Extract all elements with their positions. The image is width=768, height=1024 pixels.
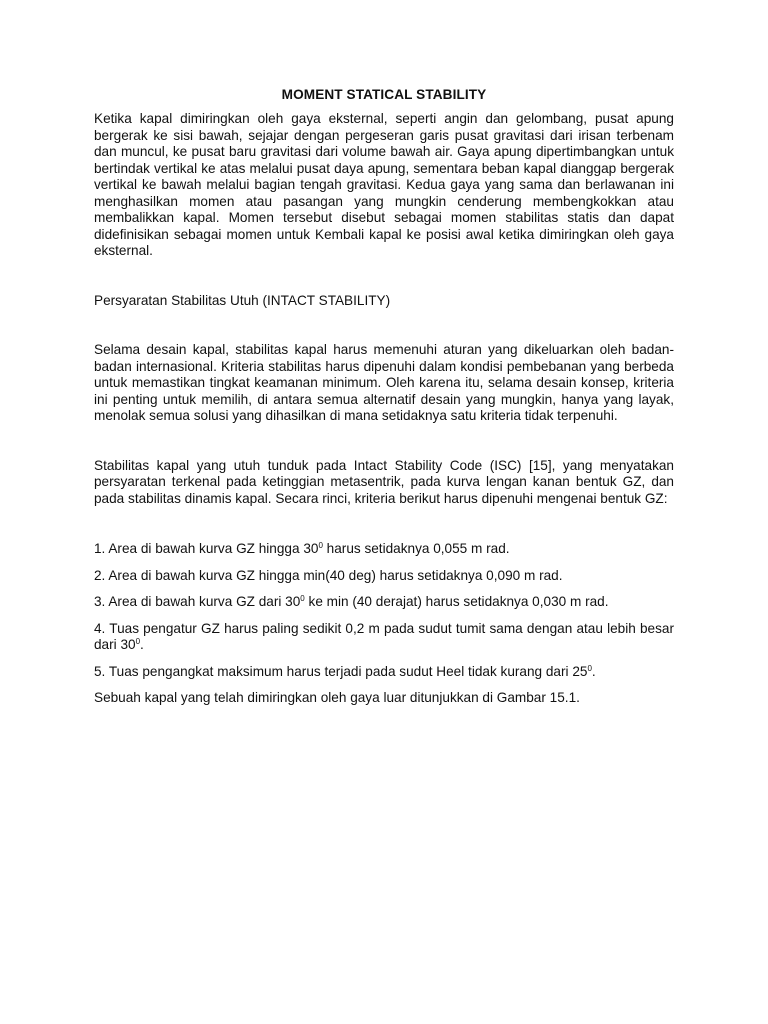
degree-superscript: 0 — [318, 541, 323, 550]
degree-superscript: 0 — [135, 637, 141, 646]
criteria-item — [94, 664, 674, 681]
section-heading-intact-stability: Persyaratan Stabilitas Utuh (INTACT STABILITY) — [94, 292, 391, 308]
criteria-item-text: 2. Area di bawah kurva GZ hingga min(40 deg) harus setidaknya 0,090 m rad. — [94, 567, 563, 583]
criteria-item-text-end: harus setidaknya 0,055 m rad. — [322, 541, 510, 556]
criteria-item — [94, 568, 674, 585]
criteria-item — [94, 594, 674, 611]
document-title: MOMENT STATICAL STABILITY — [281, 87, 487, 102]
criteria-item-text-end: . — [140, 637, 144, 652]
criteria-list — [94, 541, 674, 680]
criteria-item — [94, 621, 674, 654]
degree-superscript: 0 — [587, 663, 592, 673]
paragraph-moment-stability: Ketika kapal dimiringkan oleh gaya eksternal, seperti angin dan gelombang, pusat apung bergerak ke sisi bawah, sejajar dengan pergeseran garis pusat gravitasi dari irisan terbenam dan muncul, ke pusat baru gravitasi dari volume bawah air. Gaya apung dipertimbangkan untuk bertindak vertikal ke atas melalui pusat daya apung, sementara beban kapal dianggap bergerak vertikal ke bawah melalui bagian tengah gravitasi. Kedua gaya yang sama dan berlawanan ini menghasilkan momen atau pasangan yang mungkin cenderung membengkokkan atau membalikkan kapal. Momen tersebut disebut sebagai momen stabilitas statis dan dapat didefinisikan sebagai momen untuk Kembali kapal ke posisi awal ketika dimiringkan oleh gaya eksternal. — [94, 111, 674, 258]
criteria-item-text-end: ke min (40 derajat) harus setidaknya 0,030 m rad. — [304, 594, 609, 609]
criteria-item-text: 1. Area di bawah kurva GZ hingga 30 — [94, 541, 319, 556]
criteria-item-text-end: . — [591, 663, 596, 679]
document-page — [94, 86, 674, 707]
paragraph-design-criteria: Selama desain kapal, stabilitas kapal harus memenuhi aturan yang dikeluarkan oleh badan-badan internasional. Kriteria stabilitas harus dipenuhi dalam kondisi pembebanan yang berbeda untuk memastikan tingkat keamanan minimum. Oleh karena itu, selama desain konsep, kriteria ini penting untuk memilih, di antara semua alternatif desain yang mungkin, hanya yang layak, menolak semua solusi yang dihasilkan di mana setidaknya satu kriteria tidak terpenuhi. — [94, 342, 674, 423]
degree-superscript: 0 — [300, 594, 305, 603]
criteria-item — [94, 541, 674, 558]
criteria-item-text: 4. Tuas pengatur GZ harus paling sedikit 0,2 m pada sudut tumit sama dengan atau lebih besar dari 30 — [94, 620, 674, 652]
paragraph-isc-code: Stabilitas kapal yang utuh tunduk pada Intact Stability Code (ISC) [15], yang menyatakan persyaratan terkenal pada ketinggian metasentrik, pada kurva lengan kanan bentuk GZ, dan pada stabilitas dinamis kapal. Secara rinci, kriteria berikut harus dipenuhi mengenai bentuk GZ: — [94, 457, 674, 506]
criteria-item-text: 3. Area di bawah kurva GZ dari 30 — [94, 594, 301, 609]
closing-paragraph: Sebuah kapal yang telah dimiringkan oleh gaya luar ditunjukkan di Gambar 15.1. — [94, 690, 580, 705]
criteria-item-text: 5. Tuas pengangkat maksimum harus terjadi pada sudut Heel tidak kurang dari 25 — [94, 663, 588, 679]
